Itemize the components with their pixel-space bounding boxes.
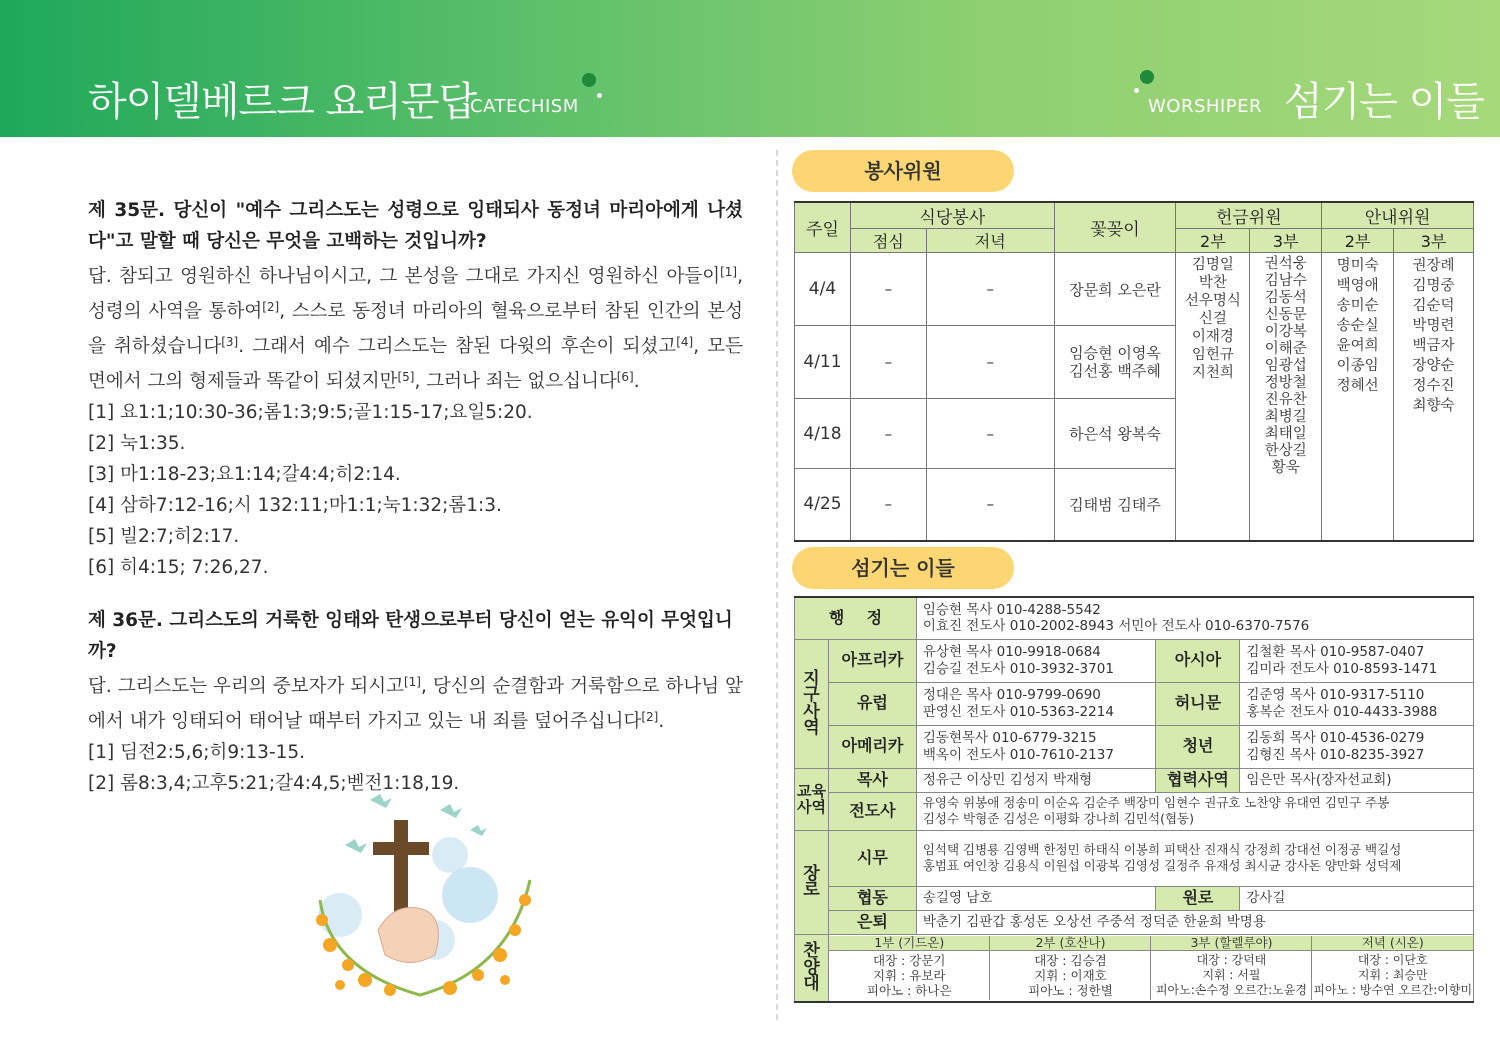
reference-line: [1] 딤전2:5,6;히9:13-15. [88, 742, 305, 763]
footnote-mark: [1] [403, 675, 421, 689]
region-label: 지 구 사 역 [795, 639, 829, 768]
workers-table [794, 596, 1474, 1003]
admin-contacts: 임승현 목사 010-4288-5542 이효진 전도사 010-2002-8943 서민아 전도사 010-6370-7576 [916, 597, 1473, 639]
workers-heading: 섬기는 이들 [792, 547, 1014, 589]
service-committee-heading: 봉사위원 [792, 150, 1014, 192]
choir-table [829, 936, 1473, 1000]
row-lunch: – [850, 399, 926, 469]
answer-35: 답. 참되고 영원하신 하나님이시고, 그 본성을 그대로 가지신 영원하신 아들이[1], 성령의 사역을 통하여[2], 스스로 동정녀 마리아의 혈육으로부터 참된 인간의 본성을 취하셨습니다[3]. 그래서 예수 그리스도는 참된 다윗의 후손이 되셨고[4], 모든 면에서 그의 형제들과 똑같이 되셨지만[5], 그러나 죄는 없으십니다[6]. [88, 265, 743, 392]
active-elder-label: 시무 [828, 830, 916, 886]
choir-cell [828, 934, 1473, 1002]
elder-label: 장 로 [795, 830, 829, 934]
row-dinner: – [926, 469, 1054, 541]
footnote-mark: [4] [676, 335, 694, 349]
col-meal: 식당봉사 [850, 202, 1054, 229]
choir-1-header: 1부 (기드온) [829, 936, 990, 951]
admin-label: 행 정 [795, 597, 917, 639]
footnote-mark: [5] [397, 370, 415, 384]
guide-3-names: 권장례 김명중 김순덕 박명련 백금자 장양순 정수진 최향숙 [1394, 253, 1474, 541]
america-contacts: 김동현목사 010-6779-3215 백옥이 전도사 010-7610-2137 [916, 725, 1156, 768]
pastor-label: 목사 [828, 768, 916, 792]
catechism-title: 하이델베르크 요리문답 [88, 79, 477, 125]
youth-contacts: 김동희 목사 010-4536-0279 김형진 목사 010-8235-3927 [1240, 725, 1474, 768]
row-date: 4/11 [795, 326, 851, 399]
senior-elder-label: 원로 [1156, 886, 1240, 910]
question-36: 제 36문. 그리스도의 거룩한 잉태와 탄생으로부터 당신이 얻는 유익이 무엇입니까? [88, 610, 733, 662]
footnote-mark: [1] [720, 265, 738, 279]
col-offer-3: 3부 [1250, 229, 1322, 253]
reference-line: [1] 요1:1;10:30-36;롬1:3;9:5;골1:15-17;요일5:20. [88, 402, 533, 423]
retired-elder-label: 은퇴 [828, 910, 916, 934]
america-label: 아메리카 [828, 725, 916, 768]
choir-1-members: 대장 : 강문기 지휘 : 유보라 피아노 : 하나은 [829, 950, 990, 1000]
reference-line: [4] 삼하7:12-16;시 132:11;마1:1;눅1:32;롬1:3. [88, 495, 502, 516]
col-offer-2: 2부 [1176, 229, 1250, 253]
honeymoon-contacts: 김준영 목사 010-9317-5110 홍복순 전도사 010-4433-3988 [1240, 682, 1474, 725]
row-date: 4/18 [795, 399, 851, 469]
row-flower: 김태범 김태주 [1054, 469, 1176, 541]
footnote-mark: [3] [221, 335, 239, 349]
evangelist-names: 유영숙 위봉애 정송미 이순옥 김순주 백장미 임현수 권규호 노찬양 유대연 김민구 주봉 김성수 박형준 김성은 이평화 강나희 김민석(협동) [916, 792, 1473, 830]
honeymoon-label: 허니문 [1156, 682, 1240, 725]
choir-2-header: 2부 (호산나) [990, 936, 1151, 951]
row-flower: 임승현 이영옥 김선홍 백주혜 [1054, 326, 1176, 399]
footnote-mark: [2] [641, 710, 659, 724]
row-lunch: – [850, 469, 926, 541]
reference-line: [2] 롬8:3,4;고후5:21;갈4:4,5;벧전1:18,19. [88, 773, 460, 794]
row-date: 4/25 [795, 469, 851, 541]
page-divider [776, 150, 778, 1020]
choir-4-members: 대장 : 이단호 지휘 : 최승만 피아노 : 방수연 오르간:이향미 [1312, 950, 1473, 1000]
reference-line: [6] 히4:15; 7:26,27. [88, 557, 269, 578]
cross-illustration [300, 780, 545, 1025]
service-table [794, 201, 1474, 542]
decor-dot-icon [582, 73, 596, 87]
africa-contacts: 유상현 목사 010-9918-0684 김승길 전도사 010-3932-3701 [916, 639, 1156, 682]
question-35: 제 35문. 당신이 "예수 그리스도는 성령으로 잉태되사 동정녀 마리아에게 나셨다"고 말할 때 당신은 무엇을 고백하는 것입니까? [88, 200, 743, 252]
row-flower: 장문희 오은란 [1054, 253, 1176, 326]
choir-2-members: 대장 : 김승겸 지휘 : 이재호 피아노 : 정한별 [990, 950, 1151, 1000]
choir-4-header: 저녁 (시온) [1312, 936, 1473, 951]
col-guide-2: 2부 [1322, 229, 1394, 253]
pastor-names: 정유근 이상민 김성지 박재형 [916, 768, 1156, 792]
coop-label: 협력사역 [1156, 768, 1240, 792]
choir-3-members: 대장 : 강덕태 지휘 : 서필 피아노:손수정 오르간:노윤경 [1151, 950, 1312, 1000]
col-dinner: 저녁 [926, 229, 1054, 253]
africa-label: 아프리카 [828, 639, 916, 682]
youth-label: 청년 [1156, 725, 1240, 768]
row-dinner: – [926, 326, 1054, 399]
col-guide-3: 3부 [1394, 229, 1474, 253]
offer-3-names: 권석웅 김남수 김동석 신동문 이강복 이해준 임광섭 정방철 진유찬 최병길 최태일 한상길 황욱 [1250, 253, 1322, 541]
reference-line: [5] 빌2:7;히2:17. [88, 526, 240, 547]
offer-2-names: 김명일 박찬 선우명식 신걸 이재경 임헌규 지천희 [1176, 253, 1250, 541]
europe-contacts: 정대은 목사 010-9799-0690 판영신 전도사 010-5363-2214 [916, 682, 1156, 725]
retired-elder-names: 박춘기 김판갑 홍성돈 오상선 주중석 정덕준 한윤희 박명용 [916, 910, 1473, 934]
choir-label: 찬 양 대 [795, 934, 829, 1002]
reference-line: [3] 마1:18-23;요1:14;갈4:4;히2:14. [88, 464, 401, 485]
choir-3-header: 3부 (할렐루야) [1151, 936, 1312, 951]
coop-names: 임은만 목사(장자선교회) [1240, 768, 1474, 792]
col-flower: 꽃꽂이 [1054, 202, 1176, 253]
col-offering: 헌금위원 [1176, 202, 1322, 229]
answer-36: 답. 그리스도는 우리의 중보자가 되시고[1], 당신의 순결함과 거룩함으로 하나님 앞에서 내가 잉태되어 태어날 때부터 가지고 있는 내 죄를 덮어주십니다[2]. [88, 675, 743, 732]
decor-dot-icon [1134, 88, 1139, 93]
decor-dot-icon [597, 93, 602, 98]
assoc-elder-names: 송길영 남호 [916, 886, 1156, 910]
decor-dot-icon [1140, 70, 1154, 84]
col-lunch: 점심 [850, 229, 926, 253]
footnote-mark: [6] [616, 370, 634, 384]
senior-elder-names: 강사길 [1240, 886, 1474, 910]
row-dinner: – [926, 399, 1054, 469]
row-dinner: – [926, 253, 1054, 326]
education-label: 교육 사역 [795, 768, 829, 830]
header-banner [0, 0, 1500, 137]
col-week: 주일 [795, 202, 851, 253]
asia-contacts: 김철환 목사 010-9587-0407 김미라 전도사 010-8593-1471 [1240, 639, 1474, 682]
references-35 [88, 397, 743, 583]
reference-line: [2] 눅1:35. [88, 433, 186, 454]
catechism-body [88, 195, 743, 799]
row-flower: 하은석 왕복숙 [1054, 399, 1176, 469]
footnote-mark: [2] [262, 300, 280, 314]
guide-2-names: 명미숙 백영애 송미순 송순실 윤여희 이종임 정혜선 [1322, 253, 1394, 541]
evangelist-label: 전도사 [828, 792, 916, 830]
asia-label: 아시아 [1156, 639, 1240, 682]
active-elder-names: 임석택 김병룡 김영백 한정민 하태식 이봉희 피택산 진재식 강정희 강대선 이정공 백길성 홍범표 여인창 김용식 이원섭 이광복 김영성 길정주 유재성 최시균 강사돈 양만화 성덕제 [916, 830, 1473, 886]
worshiper-subtitle: WORSHIPER [1148, 96, 1262, 117]
worshiper-title: 섬기는 이들 [1284, 79, 1484, 125]
col-usher: 안내위원 [1322, 202, 1474, 229]
table-row [795, 253, 1474, 326]
europe-label: 유럽 [828, 682, 916, 725]
assoc-elder-label: 협동 [828, 886, 916, 910]
catechism-subtitle: CATECHISM [470, 96, 579, 117]
row-lunch: – [850, 253, 926, 326]
row-date: 4/4 [795, 253, 851, 326]
row-lunch: – [850, 326, 926, 399]
